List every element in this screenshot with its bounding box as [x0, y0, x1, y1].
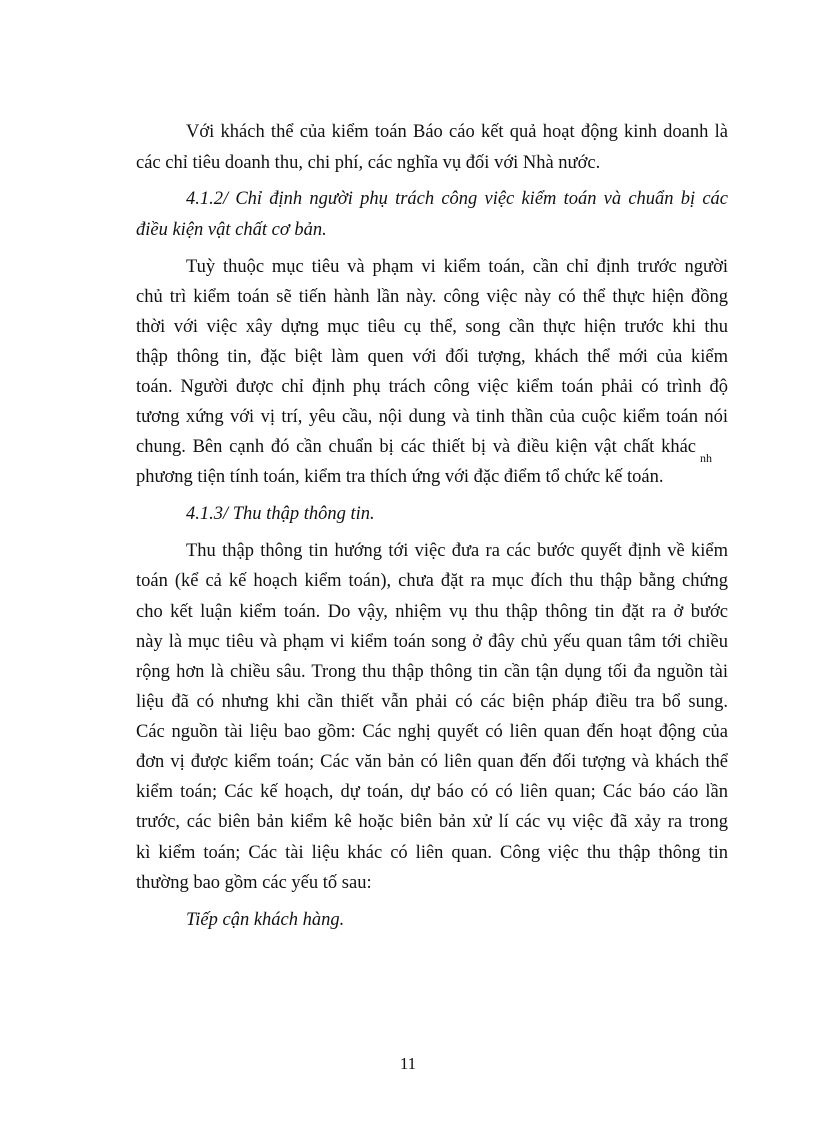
- paragraph-5-line-7: Các nguồn tài liệu bao gồm: Các nghị quyết có liên quan đến hoạt động của: [136, 722, 728, 742]
- paragraph-3-line-5: toán. Người được chỉ định phụ trách công việc kiểm toán phải có trình độ: [136, 377, 728, 397]
- paragraph-5-line-3: cho kết luận kiểm toán. Do vậy, nhiệm vụ thu thập thông tin đặt ra ở bước: [136, 602, 728, 622]
- paragraph-5-line-8: đơn vị được kiểm toán; Các văn bản có liên quan đến đối tượng và khách thể: [136, 752, 728, 772]
- paragraph-3-line-1: Tuỳ thuộc mục tiêu và phạm vi kiểm toán, cần chỉ định trước người: [186, 257, 728, 277]
- paragraph-3-line-2: chủ trì kiểm toán sẽ tiến hành lần này. công việc này có thể thực hiện đồng: [136, 287, 728, 307]
- stray-fragment: nh: [700, 451, 712, 465]
- paragraph-3-line-6: tương xứng với vị trí, yêu cầu, nội dung và tinh thần của cuộc kiểm toán nói: [136, 407, 728, 427]
- paragraph-3-line-3: thời với việc xây dựng mục tiêu cụ thể, song cần thực hiện trước khi thu: [136, 317, 728, 337]
- section-heading-client-approach: Tiếp cận khách hàng.: [186, 910, 345, 930]
- section-heading-4-1-2-line-2: điều kiện vật chất cơ bản.: [136, 220, 327, 240]
- paragraph-5-line-5: rộng hơn là chiều sâu. Trong thu thập thông tin cần tận dụng tối đa nguồn tài: [136, 662, 728, 682]
- paragraph-3-line-8: phương tiện tính toán, kiểm tra thích ứng với đặc điểm tổ chức kế toán.: [136, 467, 664, 487]
- paragraph-5-line-1: Thu thập thông tin hướng tới việc đưa ra các bước quyết định về kiểm: [186, 541, 728, 561]
- paragraph-3-line-4: thập thông tin, đặc biệt làm quen với đối tượng, khách thể mới của kiểm: [136, 347, 728, 367]
- paragraph-1-line-1: Với khách thể của kiểm toán Báo cáo kết quả hoạt động kinh doanh là: [186, 122, 728, 142]
- section-heading-4-1-3: 4.1.3/ Thu thập thông tin.: [186, 504, 375, 524]
- section-heading-4-1-2-line-1: 4.1.2/ Chỉ định người phụ trách công việc kiểm toán và chuẩn bị các: [186, 189, 728, 209]
- paragraph-1-line-2: các chỉ tiêu doanh thu, chi phí, các nghĩa vụ đối với Nhà nước.: [136, 153, 601, 173]
- paragraph-5-line-10: trước, các biên bản kiểm kê hoặc biên bản xử lí các vụ việc đã xảy ra trong: [136, 812, 728, 832]
- paragraph-5-line-9: kiểm toán; Các kế hoạch, dự toán, dự báo có có liên quan; Các báo cáo lần: [136, 782, 728, 802]
- paragraph-5-line-2: toán (kể cả kế hoạch kiểm toán), chưa đặt ra mục đích thu thập bằng chứng: [136, 571, 728, 591]
- paragraph-5-line-11: kì kiểm toán; Các tài liệu khác có liên quan. Công việc thu thập thông tin: [136, 843, 728, 863]
- page-number: 11: [399, 1054, 417, 1073]
- paragraph-5-line-12: thường bao gồm các yếu tố sau:: [136, 873, 372, 893]
- paragraph-3-line-7: chung. Bên cạnh đó cần chuẩn bị các thiết bị và điều kiện vật chất khác: [136, 437, 696, 457]
- paragraph-5-line-6: liệu đã có nhưng khi cần thiết vẫn phải có các biện pháp điều tra bổ sung.: [136, 692, 728, 712]
- paragraph-5-line-4: này là mục tiêu và phạm vi kiểm toán song ở đây chủ yếu quan tâm tới chiều: [136, 632, 728, 652]
